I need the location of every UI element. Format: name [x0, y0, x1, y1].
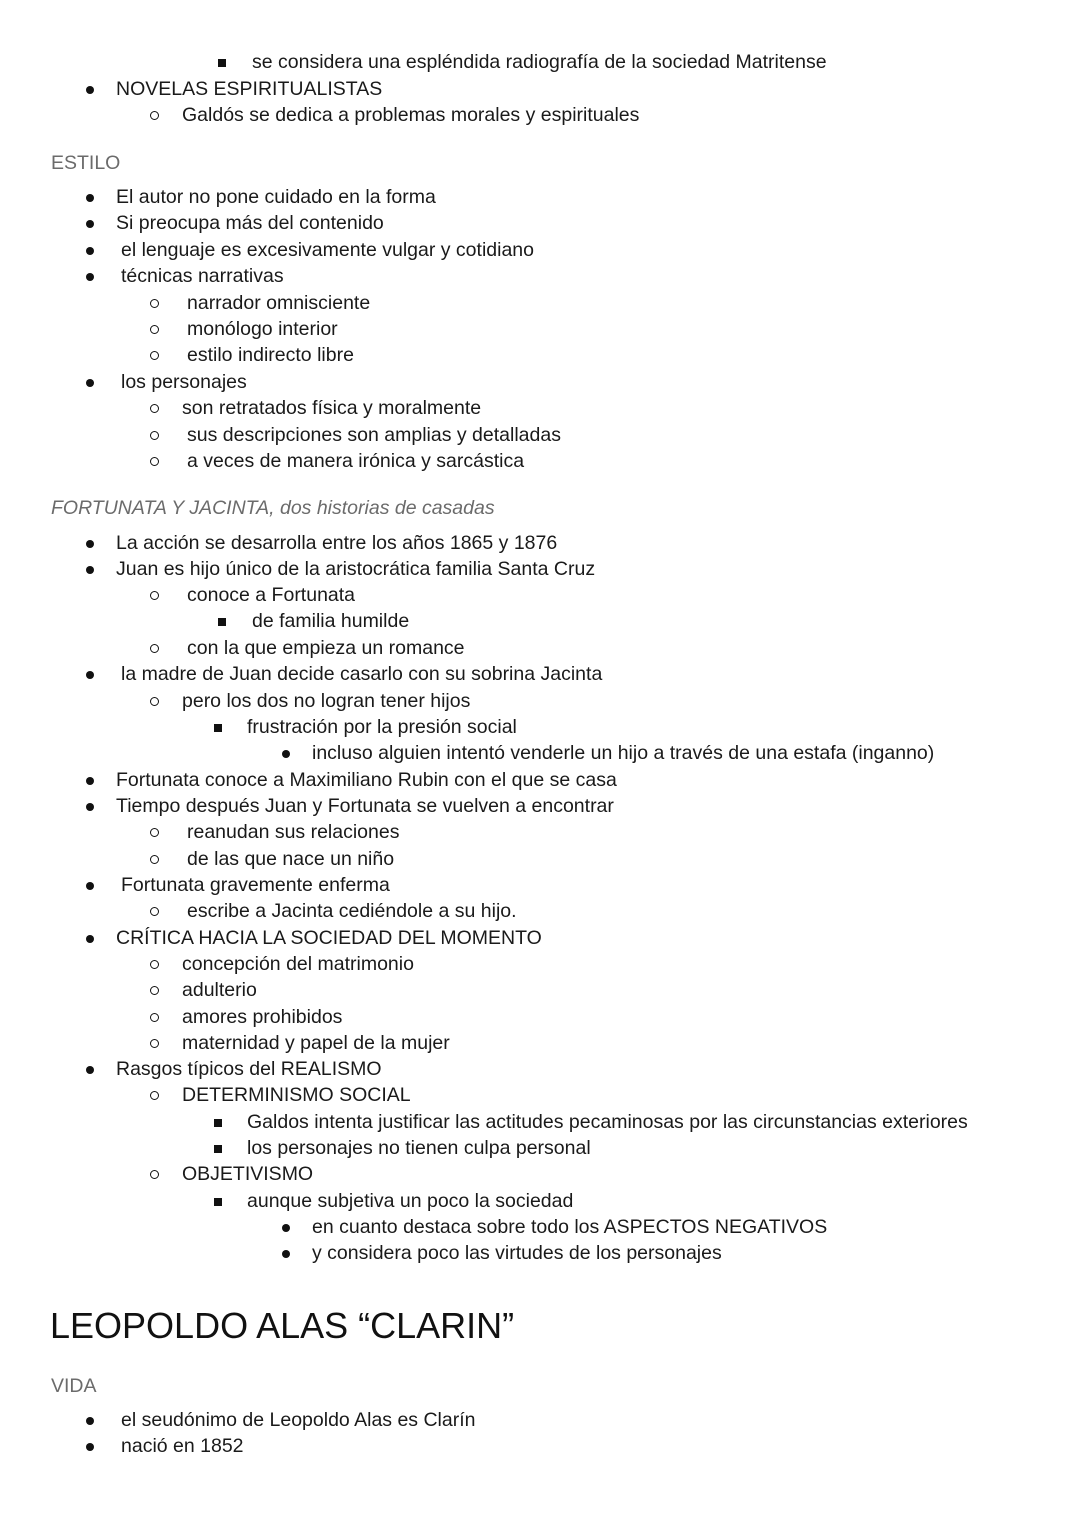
bullet-icon: [86, 1443, 94, 1451]
square-bullet-icon: [218, 618, 226, 626]
circle-bullet-icon: [150, 591, 159, 600]
square-bullet-icon: [214, 1145, 222, 1153]
circle-bullet-icon: [150, 457, 159, 466]
bullet-icon: [86, 1066, 94, 1074]
bullet-icon: [86, 194, 94, 202]
bullet-icon: [86, 566, 94, 574]
page-title: LEOPOLDO ALAS “CLARIN”: [50, 1305, 515, 1346]
bullet-icon: [86, 803, 94, 811]
circle-bullet-icon: [150, 697, 159, 706]
bullet-icon: [86, 247, 94, 255]
bullet-icon: [86, 379, 94, 387]
square-bullet-icon: [214, 1119, 222, 1127]
bullet-icon: [86, 540, 94, 548]
circle-bullet-icon: [150, 1091, 159, 1100]
bullet-icon: [86, 882, 94, 890]
circle-bullet-icon: [150, 855, 159, 864]
bullet-icon: [86, 1417, 94, 1425]
circle-bullet-icon: [150, 1039, 159, 1048]
circle-bullet-icon: [150, 986, 159, 995]
bullet-icon: [86, 273, 94, 281]
circle-bullet-icon: [150, 907, 159, 916]
square-bullet-icon: [218, 59, 226, 67]
circle-bullet-icon: [150, 431, 159, 440]
circle-bullet-icon: [150, 404, 159, 413]
square-bullet-icon: [214, 1198, 222, 1206]
circle-bullet-icon: [150, 1170, 159, 1179]
circle-bullet-icon: [150, 644, 159, 653]
bullet-icon: [86, 935, 94, 943]
bullet-icon: [86, 220, 94, 228]
bullet-icon: [86, 777, 94, 785]
circle-bullet-icon: [150, 111, 159, 120]
bullet-icon: [282, 1250, 290, 1258]
circle-bullet-icon: [150, 325, 159, 334]
circle-bullet-icon: [150, 351, 159, 360]
bullet-icon: [86, 86, 94, 94]
bullet-icon: [86, 671, 94, 679]
circle-bullet-icon: [150, 828, 159, 837]
circle-bullet-icon: [150, 1013, 159, 1022]
circle-bullet-icon: [150, 960, 159, 969]
bullet-icon: [282, 1224, 290, 1232]
circle-bullet-icon: [150, 299, 159, 308]
square-bullet-icon: [214, 724, 222, 732]
bullet-icon: [282, 750, 290, 758]
